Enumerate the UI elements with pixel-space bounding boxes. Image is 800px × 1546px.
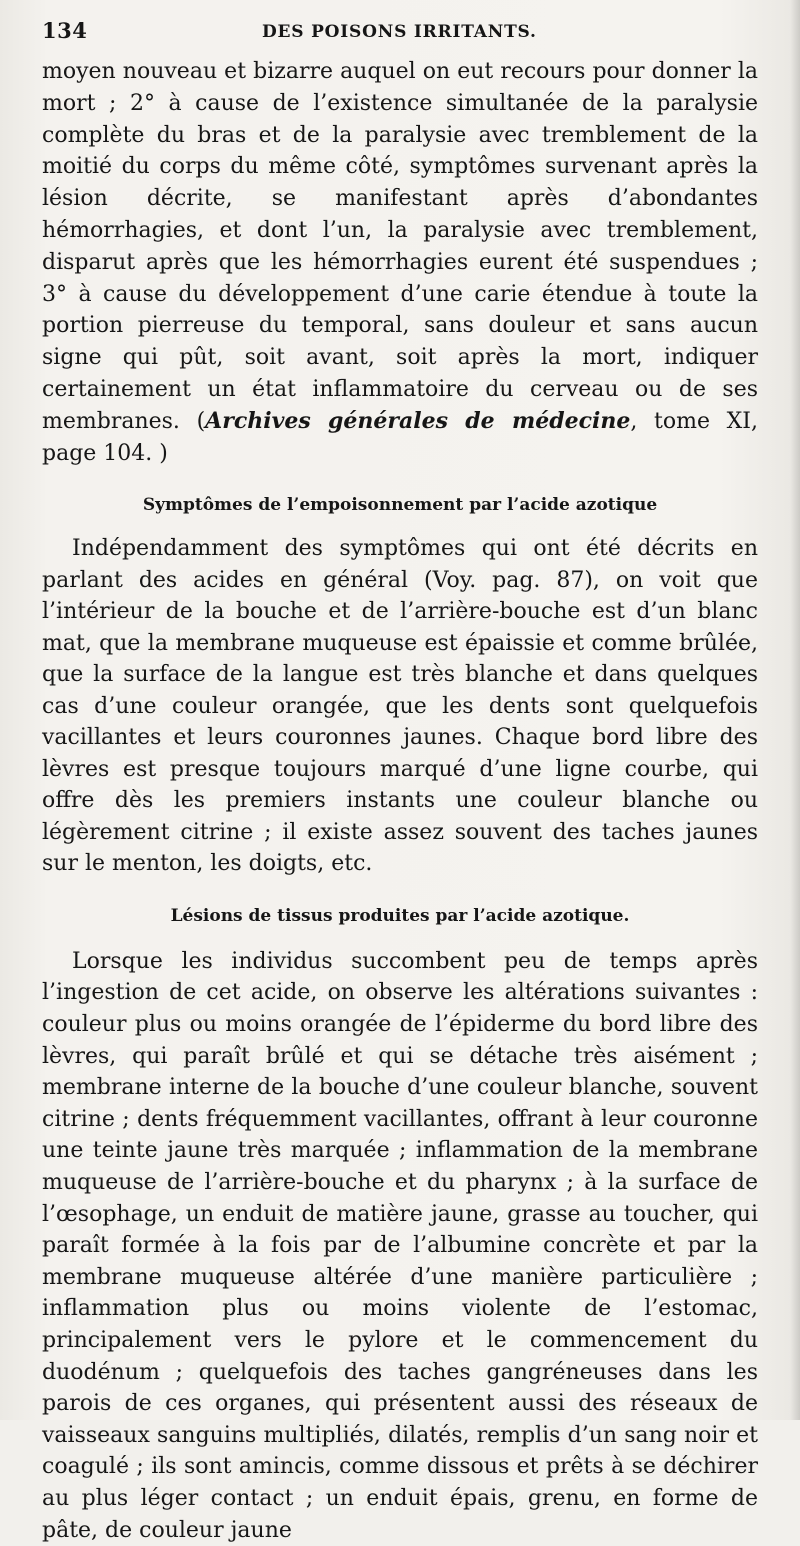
citation-title: Archives générales de médecine xyxy=(205,407,631,434)
section-heading-lesions: Lésions de tissus produites par l’acide azotique. xyxy=(170,905,630,926)
paragraph-text: moyen nouveau et bizarre auquel on eut recours pour donner la mort ; 2° à cause de l’existence simultanée de la paralysie complète du bras et de la paralysie avec tremblement de la moitié du corps du même côté, symptômes survenant après la lésion décrite, se manifestant après d’abondantes hémorrhagies, et dont l’un, la paralysie avec tremblement, disparut après que les hémorrhagies eurent été suspendues ; 3° à cause du développement d’une carie étendue à toute la portion pierreuse du temporal, sans douleur et sans aucun signe qui pût, soit avant, soit après la mort, indiquer certainement un état inflammatoire du cerveau ou de ses membranes. ( xyxy=(42,59,758,434)
main-text xyxy=(42,56,758,1546)
paragraph-continued xyxy=(42,56,758,469)
section-heading-symptoms: Symptômes de l’empoisonnement par l’acide azotique xyxy=(142,495,658,516)
citation-details: , tome XI, page 104. ) xyxy=(42,408,758,466)
page-number: 134 xyxy=(42,18,88,43)
paragraph-lesions: Lorsque les individus succombent peu de temps après l’ingestion de cet acide, on observe les altérations suivantes : couleur plus ou moins orangée de l’épiderme du bord libre des lèvres, qui paraît brûlé et qui se détache très aisément ; membrane interne de la bouche d’une couleur blanche, souvent citrine ; dents fréquemment vacillantes, offrant à leur couronne une teinte jaune très marquée ; inflammation de la membrane muqueuse de l’arrière-bouche et du pharynx ; à la surface de l’œsophage, un enduit de matière jaune, grasse au toucher, qui paraît formée à la fois par de l’albumine concrète et par la membrane muqueuse altérée d’une manière particulière ; inflammation plus ou moins violente de l’estomac, principalement vers le pylore et le commencement du duodénum ; quelquefois des taches gangréneuses dans les parois de ces organes, qui présentent aussi des réseaux de vaisseaux sanguins multipliés, dilatés, remplis d’un sang noir et coagulé ; ils sont amincis, comme dissous et prêts à se déchirer au plus léger contact ; un enduit épais, grenu, en forme de pâte, de couleur jaune xyxy=(42,948,758,1543)
running-header xyxy=(42,14,758,50)
page-edge-shadow xyxy=(790,0,800,1420)
paragraph-symptoms: Indépendamment des symptômes qui ont été décrits en parlant des acides en général (Voy. pag. 87), on voit que l’intérieur de la bouche et de l’arrière-bouche est d’un blanc mat, que la membrane muqueuse est épaissie et comme brûlée, que la surface de la langue est très blanche et dans quelques cas d’une couleur orangée, que les dents sont quelquefois vacillantes et leurs couronnes jaunes. Chaque bord libre des lèvres est presque toujours marqué d’une ligne courbe, qui offre dès les premiers instants une couleur blanche ou légèrement citrine ; il existe assez souvent des taches jaunes sur le menton, les doigts, etc. xyxy=(42,536,758,877)
running-title: DES POISONS IRRITANTS. xyxy=(262,22,537,42)
